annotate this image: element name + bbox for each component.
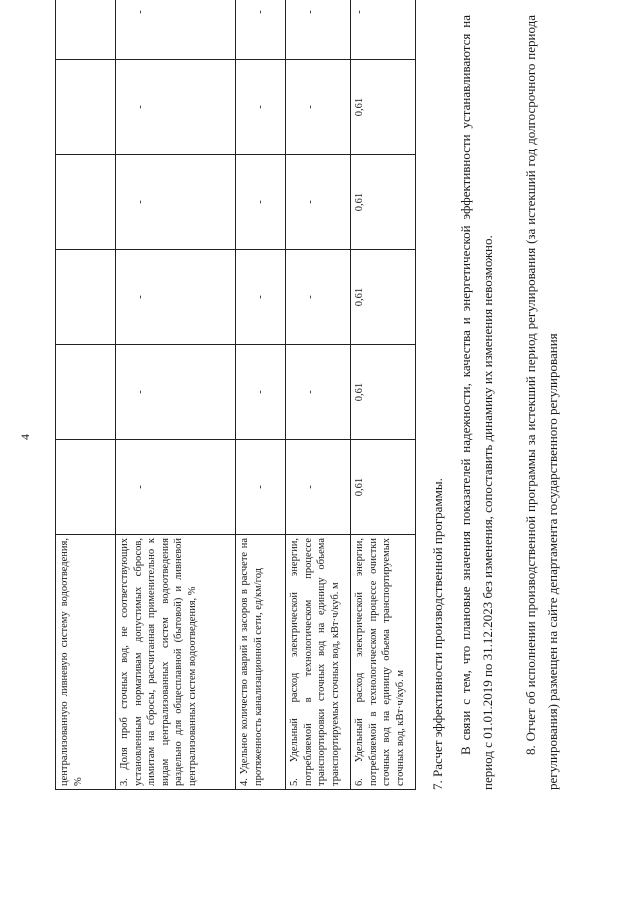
table-row (351, 0, 416, 790)
table-row (56, 0, 116, 790)
value-cell: - (286, 250, 351, 345)
row-label: 3. Доля проб сточных вод, не соответствующих установленным нормативам допустимых сбросов, лимитам на сбросы, рассчитанная применительно к видам централизованных систем водоотведения раздельно для общесплавной (бытовой) и ливневой централизованных систем водоотведения, % (116, 535, 236, 790)
row-label: 6. Удельный расход электрической энергии, потребляемой в технологическом процессе очистки сточных вод на единицу объема транспортируемых сточных вод, кВт·ч/куб. м (351, 535, 416, 790)
value-cell: 0,61 (351, 60, 416, 155)
value-cell: 0,61 (351, 250, 416, 345)
value-cell (56, 155, 116, 250)
table-row (286, 0, 351, 790)
section-8-paragraph: 8. Отчет об исполнении производственной программы за истекший период регулирования (за истекший год долгосрочного периода регулирования) размещен на сайте департамента государственного регулирования (523, 15, 560, 790)
value-cell: - (116, 60, 236, 155)
table-row (236, 0, 286, 790)
row-label: 5. Удельный расход электрической энергии, потребляемой в технологическом процессе транспортировки сточных вод на единицу объема транспортируемых сточных вод, кВт·ч/куб. м (286, 535, 351, 790)
row-label: 4. Удельное количество аварий и засоров в расчете на протяженность канализационной сети, ед/км/год (236, 535, 286, 790)
value-cell: - (116, 250, 236, 345)
value-cell: - (116, 155, 236, 250)
indicators-table (55, 0, 416, 790)
value-cell: - (351, 0, 416, 60)
value-cell: - (236, 440, 286, 535)
value-cell: - (286, 155, 351, 250)
value-cell: - (116, 0, 236, 60)
value-cell: - (286, 60, 351, 155)
value-cell (56, 250, 116, 345)
value-cell: - (286, 0, 351, 60)
value-cell: 0,61 (351, 440, 416, 535)
page-number: 4 (18, 434, 32, 440)
section-7-paragraph: В связи с тем, что плановые значения показателей надежности, качества и энергетической эффективности устанавливаются на период с 01.01.2019 по 31.12.2023 без изменения, сопоставить динамику их изменения невозможно. (458, 15, 495, 790)
value-cell: 0,61 (351, 345, 416, 440)
value-cell: - (236, 60, 286, 155)
value-cell: - (236, 345, 286, 440)
section-7-title: 7. Расчет эффективности производственной программы. (430, 478, 445, 790)
row-label: централизованную ливневую систему водоотведения, % (56, 535, 116, 790)
value-cell: - (236, 0, 286, 60)
value-cell: - (116, 440, 236, 535)
value-cell: - (116, 345, 236, 440)
value-cell: - (286, 345, 351, 440)
value-cell: 0,61 (351, 155, 416, 250)
table-row (116, 0, 236, 790)
value-cell (56, 0, 116, 60)
value-cell: - (286, 440, 351, 535)
value-cell (56, 345, 116, 440)
value-cell (56, 60, 116, 155)
value-cell: - (236, 250, 286, 345)
value-cell: - (236, 155, 286, 250)
value-cell (56, 440, 116, 535)
